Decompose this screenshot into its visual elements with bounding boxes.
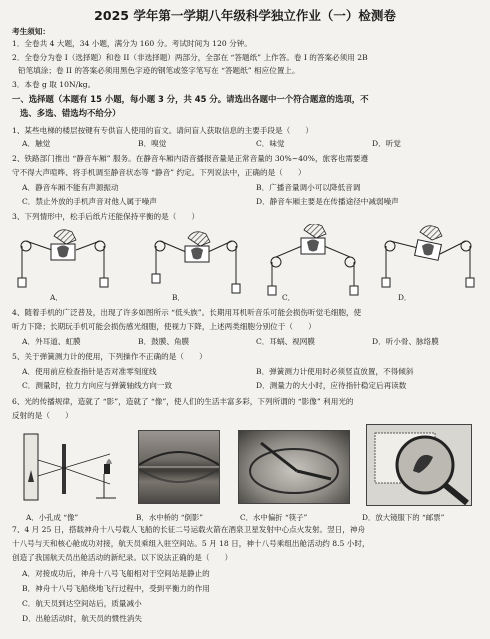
q7-option-b: B．神舟十八号飞船绕地飞行过程中，受到平衡力的作用 [22,584,210,593]
q5-option-c: C．测量时，拉力方向应与弹簧轴线方向一致 [22,381,173,390]
question-1-stem: 1、某些电梯的楼层按键有专供盲人使用的盲文。请问盲人获取信息的主要手段是（ ） [12,126,313,135]
q3-figure-a [18,230,108,287]
q6-caption-b: B．水中桥的 “倒影” [136,513,204,522]
q6-figure-d-stamp-photo [366,424,472,506]
question-7-stem-cont: 十八号与天和核心舱成功对接，航天员乘组入驻空间站。5 月 18 日，神十八号乘组出舱活动约 8.5 小时， [12,539,370,548]
q5-option-b: B．弹簧测力计使用时必须竖直放置，不得倾斜 [256,367,414,376]
question-6-stem-cont: 反射的是（ ） [12,411,73,420]
q1-option-b: B．嗅觉 [138,139,167,148]
question-4-stem: 4、随着手机的广泛普及，出现了许多如图所示 “低头族”。长期用耳机听音乐可能会损伤听觉毛细胞，使 [12,308,362,317]
q6-figure-a-pinhole [20,424,124,512]
notice-item: 3．本卷 g 取 10N/kg。 [12,80,96,89]
q4-option-a: A．外耳道、虹膜 [22,337,81,346]
q6-figure-c-chopstick-photo [238,430,350,504]
q3-label-b: B． [172,293,185,302]
section-heading-cont: 选、多选、错选均不给分） [20,108,121,118]
q2-option-c: C．禁止外放的手机声音对他人属于噪声 [22,197,157,206]
q7-option-c: C．航天员到达空间站后，质量减小 [22,599,142,608]
q1-option-a: A．触觉 [22,139,51,148]
page-title: 2025 学年第一学期八年级科学独立作业（一）检测卷 [94,8,396,23]
question-2-stem: 2、铁路部门推出 “静音车厢” 服务。在静音车厢内语音播报音量是正常音量的 30%~40%，旅客也需要遵 [12,154,369,163]
q2-option-d: D．静音车厢主要是在传播途径中减弱噪声 [256,197,399,206]
question-7-stem: 7、4 月 25 日，搭载神舟十八号载人飞船的长征二号运载火箭在酒泉卫星发射中心点火发射。翌日，神舟 [12,525,366,534]
q6-figure-b-bridge-photo [138,430,220,504]
q3-figure-c [268,224,358,295]
question-4-stem-cont: 听力下降；长期玩手机可能会损伤感光细胞，使视力下降，上述两类细胞分别位于（ ） [12,322,316,331]
question-3-stem: 3、下列情形中，松手后纸片还能保持平衡的是（ ） [12,212,200,221]
notice-item: 2．全卷分为卷 I（选择题）和卷 II（非选择题）两部分，全部在 “答题纸” 上作答。卷 I 的答案必须用 2B [12,53,368,62]
q3-label-a: A． [50,293,63,302]
q2-option-b: B．广播音量调小可以降低音调 [256,183,361,192]
q4-option-d: D．听小骨、脉络膜 [372,337,439,346]
question-5-stem: 5、关于弹簧测力计的使用，下列操作不正确的是（ ） [12,352,207,361]
question-2-stem-cont: 守不得大声喧哗、将手机调至静音状态等 “静音” 约定。下列说法中，正确的是（ ） [12,168,306,177]
question-6-stem: 6、光的传播规律，造就了 “影”，造就了 “像”，使人们的生活丰富多彩，下列所谓的 “影像” 利用光的 [12,397,354,406]
section-heading: 一、选择题（本题有 15 小题，每小题 3 分，共 45 分。请选出各题中一个符合题意的选项，不 [12,94,369,104]
q7-option-d: D．出舱活动时，航天员的惯性消失 [22,614,142,623]
q5-option-a: A．使用前应检查指针是否对准零刻度线 [22,367,157,376]
q3-figure-b [152,232,240,293]
q3-label-c: C． [282,293,296,302]
q3-label-d: D． [398,293,412,302]
q3-figure-d [382,226,474,287]
q2-option-a: A．静音车厢不能有声源振动 [22,183,119,192]
notice-heading: 考生须知： [12,27,50,36]
q6-caption-d: D．放大镜服下的 “邮票” [362,513,445,522]
q1-option-c: C．味觉 [256,139,285,148]
q6-caption-c: C．水中偏折 “筷子” [240,513,308,522]
q1-option-d: D．听觉 [372,139,401,148]
q4-option-b: B．鼓膜、角膜 [138,337,190,346]
q5-option-d: D．测量力的大小时，应待指针稳定后再读数 [256,381,407,390]
q7-option-a: A．对接成功后，神舟十八号飞船相对于空间站是静止的 [22,569,210,578]
notice-item: 1．全卷共 4 大题，34 小题，满分为 160 分。考试时间为 120 分钟。 [12,39,252,48]
q4-option-c: C．耳蜗、视网膜 [256,337,315,346]
question-7-stem-cont: 创造了我国航天员出舱活动的新纪录。以下说法正确的是（ ） [12,553,233,562]
notice-item: 铅笔填涂；卷 II 的答案必须用黑色字迹的钢笔或签字笔写在 “答题纸” 相应位置上。 [18,66,300,75]
q6-caption-a: A．小孔成 “像” [26,513,79,522]
